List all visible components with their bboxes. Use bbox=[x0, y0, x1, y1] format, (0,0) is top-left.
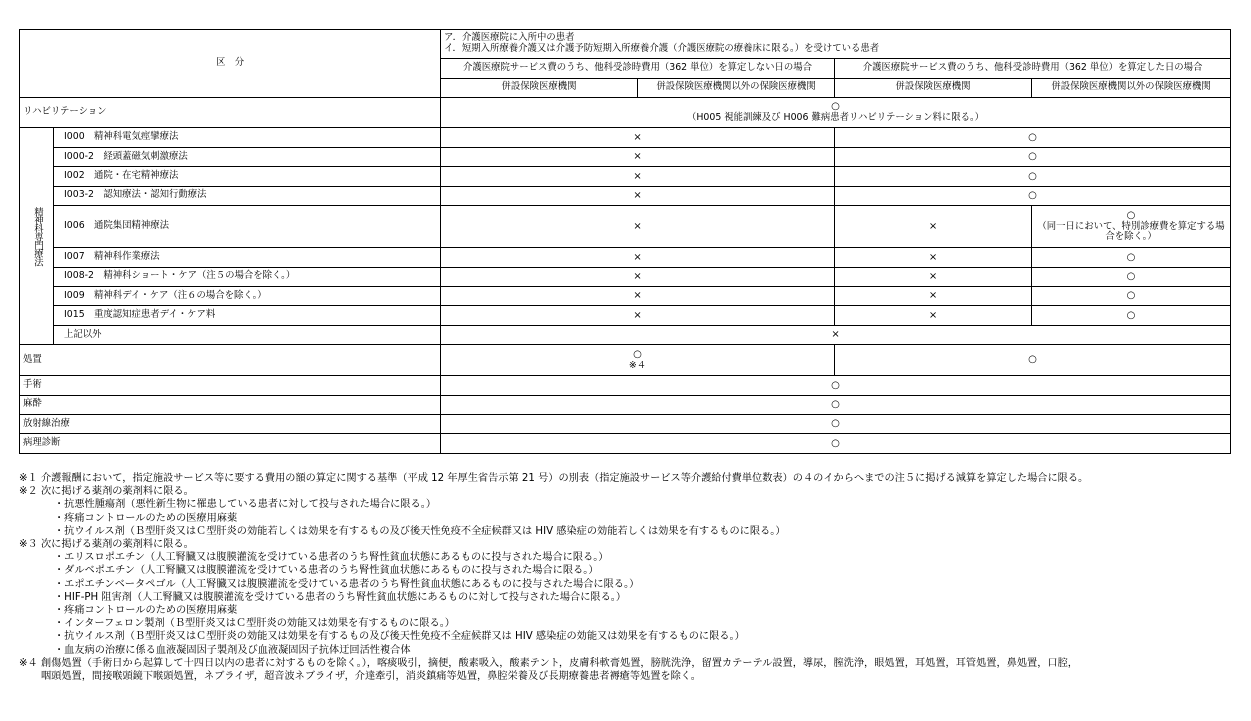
psych-row-label: I009 精神科デイ・ケア（注６の場合を除く。） bbox=[54, 286, 441, 305]
psych-row-label: I006 通院集団精神療法 bbox=[54, 206, 441, 248]
psych-row-value: × bbox=[441, 267, 835, 286]
footnote-text: 次に掲げる薬剤の薬剤料に限る。 bbox=[41, 486, 194, 498]
footnote-item: ・エポエチンベータペゴル（人工腎臓又は腹膜灌流を受けている患者のうち腎性貧血状態にあるものに投与された場合に限る。） bbox=[54, 578, 640, 590]
psych-row-value: ○ bbox=[1032, 286, 1231, 305]
footnote-text-cont: 咽頭処置，間接喉頭鏡下喉頭処置，ネブライザ，超音波ネブライザ，介達牽引，消炎鎮痛等処置，鼻腔栄養及び長期療養患者褥瘡等処置を除く。 bbox=[41, 671, 701, 683]
psych-row-value: ○ bbox=[1032, 267, 1231, 286]
row-treatment-value-2: ○ bbox=[835, 345, 1231, 376]
rehab-note: （H005 視能訓練及び H006 難病患者リハビリテーション料に限る。） bbox=[687, 111, 985, 123]
footnote-item: ・抗悪性腫瘍剤（悪性新生物に罹患している患者に対して投与された場合に限る。） bbox=[54, 499, 437, 511]
footnote-1 bbox=[19, 472, 1244, 485]
psych-row-value: × bbox=[441, 167, 835, 186]
footnote-3 bbox=[19, 538, 1244, 657]
psych-row-label: I003-2 認知療法・認知行動療法 bbox=[54, 186, 441, 205]
footnote-item: ・HIF-PH 阻害剤（人工腎臓又は腹膜灌流を受けている患者のうち腎性貧血状態にあるものに対して投与された場合に限る。） bbox=[54, 591, 627, 603]
footnote-mark: ※２ bbox=[19, 486, 38, 498]
footnote-2 bbox=[19, 485, 1244, 538]
rehab-symbol: ○ bbox=[831, 101, 840, 113]
header-affiliated-2: 併設保険医療機関 bbox=[835, 79, 1032, 97]
footnote-4 bbox=[19, 657, 1244, 683]
footnote-mark: ※４ bbox=[19, 657, 38, 669]
row-simple-label: 手術 bbox=[20, 376, 441, 395]
psych-row-value: ○ bbox=[835, 128, 1231, 147]
psych-row-value: × bbox=[441, 206, 835, 248]
footnote-item: ・血友病の治療に係る血液凝固因子製剤及び血液凝固因子抗体迂回活性複合体 bbox=[54, 644, 411, 656]
row-treatment-value-1 bbox=[441, 345, 835, 376]
footnote-text: 次に掲げる薬剤の薬剤料に限る。 bbox=[41, 539, 194, 551]
psych-row-label: I000-2 経頭蓋磁気刺激療法 bbox=[54, 147, 441, 166]
i006-note: （同一日において、特別診療費を算定する場合を除く。） bbox=[1037, 220, 1225, 243]
row-rehabilitation-value bbox=[441, 97, 1231, 128]
psych-row-value: ○ bbox=[835, 147, 1231, 166]
header-calculated: 介護医療院サービス費のうち、他科受診時費用（362 単位）を算定した日の場合 bbox=[835, 58, 1231, 78]
billing-rules-table bbox=[19, 29, 1231, 454]
row-simple-label: 麻酔 bbox=[20, 395, 441, 414]
psych-row-label: I015 重度認知症患者デイ・ケア料 bbox=[54, 306, 441, 325]
row-simple-value: ○ bbox=[441, 395, 1231, 414]
psych-row-label: I007 精神科作業療法 bbox=[54, 248, 441, 267]
psych-row-value: ○ bbox=[835, 167, 1231, 186]
header-other-1: 併設保険医療機関以外の保険医療機関 bbox=[638, 79, 835, 97]
psych-row-value: × bbox=[441, 128, 835, 147]
footnote-item: ・抗ウイルス剤（Ｂ型肝炎又はＣ型肝炎の効能若しくは効果を有するもの及び後天性免疫不全症候群又は HIV 感染症の効能若しくは効果を有するものに限る。） bbox=[54, 525, 786, 537]
psych-row-value: × bbox=[441, 325, 1231, 344]
row-simple-label: 放射線治療 bbox=[20, 414, 441, 433]
psych-row-value: × bbox=[441, 186, 835, 205]
i006-symbol: ○ bbox=[1126, 210, 1136, 222]
psych-row-value: × bbox=[835, 286, 1032, 305]
psych-row-value: × bbox=[441, 286, 835, 305]
header-target-line-b: イ．短期入所療養介護又は介護予防短期入所療養介護（介護医療院の療養床に限る。）を受けている患者 bbox=[444, 42, 880, 54]
psych-group-label: 精神科専門療法 bbox=[20, 128, 54, 345]
psych-row-value: × bbox=[835, 248, 1032, 267]
psych-row-label: I000 精神科電気痙攣療法 bbox=[54, 128, 441, 147]
header-not-calculated: 介護医療院サービス費のうち、他科受診時費用（362 単位）を算定しない日の場合 bbox=[441, 58, 835, 78]
psych-row-value: × bbox=[835, 306, 1032, 325]
footnote-item: ・エリスロポエチン（人工腎臓又は腹膜灌流を受けている患者のうち腎性貧血状態にあるものに投与された場合に限る。） bbox=[54, 552, 609, 564]
footnote-item: ・抗ウイルス剤（Ｂ型肝炎又はＣ型肝炎の効能又は効果を有するもの及び後天性免疫不全症候群又は HIV 感染症の効能又は効果を有するものに限る。） bbox=[54, 631, 745, 643]
header-target-patients bbox=[441, 30, 1231, 59]
header-affiliated-1: 併設保険医療機関 bbox=[441, 79, 638, 97]
header-target-line-a: ア．介護医療院に入所中の患者 bbox=[444, 32, 575, 44]
row-treatment-label: 処置 bbox=[20, 345, 441, 376]
footnote-item: ・ダルベポエチン（人工腎臓又は腹膜灌流を受けている患者のうち腎性貧血状態にあるものに投与された場合に限る。） bbox=[54, 565, 599, 577]
footnote-mark: ※３ bbox=[19, 539, 38, 551]
footnote-item: ・インターフェロン製剤（Ｂ型肝炎又はＣ型肝炎の効能又は効果を有するものに限る。） bbox=[54, 618, 455, 630]
footnote-item: ・疼痛コントロールのための医療用麻薬 bbox=[54, 605, 238, 617]
psych-row-value: ○ bbox=[835, 186, 1231, 205]
psych-row-value: × bbox=[441, 306, 835, 325]
footnote-mark: ※１ bbox=[19, 473, 38, 484]
psych-row-value: × bbox=[835, 206, 1032, 248]
footnote-item: ・疼痛コントロールのための医療用麻薬 bbox=[54, 512, 238, 524]
footnotes bbox=[19, 472, 1244, 683]
psych-row-label: 上記以外 bbox=[54, 325, 441, 344]
row-simple-label: 病理診断 bbox=[20, 434, 441, 454]
row-simple-value: ○ bbox=[441, 414, 1231, 433]
psych-row-label: I008-2 精神科ショート・ケア（注５の場合を除く。） bbox=[54, 267, 441, 286]
header-other-2: 併設保険医療機関以外の保険医療機関 bbox=[1032, 79, 1231, 97]
psych-row-value: × bbox=[835, 267, 1032, 286]
psych-row-value: ○ bbox=[1032, 248, 1231, 267]
treatment-symbol: ○ bbox=[633, 349, 642, 361]
footnote-text: 創傷処置（手術日から起算して十四日以内の患者に対するものを除く。），喀痰吸引，摘便，酸素吸入，酸素テント，皮膚科軟膏処置，膀胱洗浄，留置カテーテル設置，導尿，膣洗浄，眼処置，耳処置，耳管処置，鼻処置，口腔， bbox=[41, 657, 1078, 669]
row-rehabilitation-label: リハビリテーション bbox=[20, 97, 441, 128]
psych-row-value: × bbox=[441, 248, 835, 267]
header-category: 区 分 bbox=[20, 30, 441, 98]
row-simple-value: ○ bbox=[441, 434, 1231, 454]
psych-row-value-conditional bbox=[1032, 206, 1231, 248]
footnote-text: 介護報酬において，指定施設サービス等に要する費用の額の算定に関する基準（平成 12 年厚生省告示第 21 号）の別表（指定施設サービス等介護給付費単位数表）の４のイからへまでの注５に掲げる減算を算定した場合に限る。 bbox=[41, 473, 1089, 484]
row-simple-value: ○ bbox=[441, 376, 1231, 395]
treatment-note-ref: ※４ bbox=[628, 359, 647, 371]
psych-row-label: I002 通院・在宅精神療法 bbox=[54, 167, 441, 186]
psych-row-value: ○ bbox=[1032, 306, 1231, 325]
psych-row-value: × bbox=[441, 147, 835, 166]
